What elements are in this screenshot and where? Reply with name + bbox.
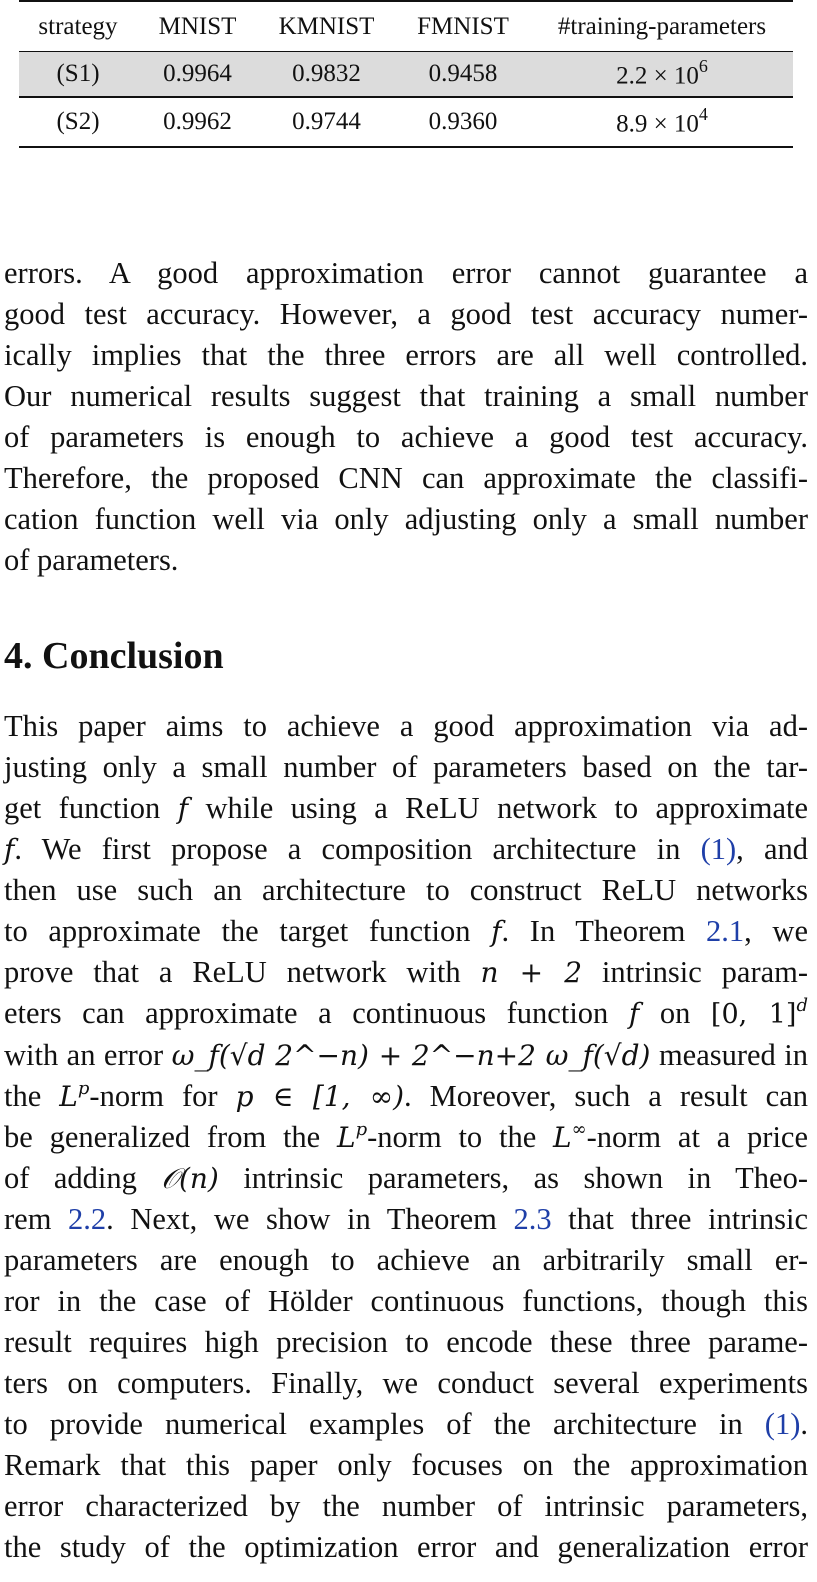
math-f: f <box>177 792 189 825</box>
theorem-ref-link[interactable]: 2.2 <box>68 1202 107 1236</box>
text-line <box>4 1158 808 1199</box>
text-line <box>4 1035 808 1076</box>
paragraph-results <box>4 253 808 581</box>
cell-strategy: (S1) <box>19 52 137 98</box>
math-error-bound: ω_f(√d 2^−n) + 2^−n+2 ω_f(√d) <box>171 1039 651 1072</box>
text-line: parameters are enough to achieve an arbitrarily small er- <box>4 1243 808 1277</box>
table-row <box>19 52 793 98</box>
text-line: ror in the case of Hölder continuous functions, though this <box>4 1284 808 1318</box>
text-run: rem <box>4 1202 69 1236</box>
text-line <box>4 1117 808 1158</box>
text-run: get function <box>4 791 178 825</box>
table-header-row <box>19 1 793 52</box>
text-line: Therefore, the proposed CNN can approximate the classifi- <box>4 461 808 495</box>
text-run: that three intrinsic <box>551 1202 808 1236</box>
header-kmnist: KMNIST <box>258 1 395 52</box>
math-big-o: 𝒪(n) <box>161 1162 219 1195</box>
math-f: f <box>491 915 502 948</box>
cell-params <box>531 97 793 147</box>
text-line <box>4 952 808 993</box>
header-training-parameters: #training-parameters <box>531 1 793 52</box>
text-line <box>4 1076 808 1117</box>
math-L: L <box>337 1121 356 1154</box>
table-row <box>19 97 793 147</box>
text-run: . <box>800 1407 808 1441</box>
header-fmnist: FMNIST <box>395 1 531 52</box>
params-exponent: 4 <box>698 103 708 124</box>
text-run: , we <box>744 914 808 948</box>
text-run: -norm to the <box>367 1120 554 1154</box>
text-line: ically implies that the three errors are all well controlled. <box>4 338 808 372</box>
math-superscript: p <box>77 1078 90 1099</box>
text-run: eters can approximate a continuous function <box>4 996 629 1030</box>
text-line: errors. A good approximation error cannot guarantee a <box>4 256 808 290</box>
text-run: to provide numerical examples of the architecture in <box>4 1407 765 1441</box>
results-table <box>19 0 793 148</box>
text-line: ters on computers. Finally, we conduct several experiments <box>4 1366 808 1400</box>
theorem-ref-link[interactable]: 2.1 <box>706 914 745 948</box>
text-line: This paper aims to achieve a good approximation via ad- <box>4 709 808 743</box>
params-exponent: 6 <box>698 55 708 76</box>
cell-kmnist: 0.9744 <box>258 97 395 147</box>
text-run: of adding <box>4 1161 162 1195</box>
math-superscript: d <box>796 995 809 1016</box>
cell-fmnist: 0.9458 <box>395 52 531 98</box>
text-line: of parameters. <box>4 543 179 577</box>
text-line: of parameters is enough to achieve a good test accuracy. <box>4 420 808 454</box>
text-line: Our numerical results suggest that training a small number <box>4 379 808 413</box>
text-run: . Next, we show in Theorem <box>106 1202 514 1236</box>
text-run: while using a ReLU network to approximate <box>188 791 809 825</box>
cell-params <box>531 52 793 98</box>
text-run: . Moreover, such a result can <box>404 1079 808 1113</box>
text-line: Remark that this paper only focuses on the approximation <box>4 1448 808 1482</box>
text-line <box>4 829 808 870</box>
math-L: L <box>59 1080 78 1113</box>
text-run: measured in <box>650 1038 808 1072</box>
text-run: be generalized from the <box>4 1120 338 1154</box>
cell-mnist: 0.9964 <box>137 52 258 98</box>
cell-fmnist: 0.9360 <box>395 97 531 147</box>
text-line: justing only a small number of parameters based on the tar- <box>4 750 808 784</box>
text-line: the study of the optimization error and generalization error <box>4 1530 808 1564</box>
text-line <box>4 788 808 829</box>
text-line <box>4 911 808 952</box>
text-line: then use such an architecture to construct ReLU networks <box>4 873 808 907</box>
text-run: the <box>4 1079 60 1113</box>
text-line <box>4 1199 808 1240</box>
math-f: f <box>628 997 640 1030</box>
text-run: -norm at a price <box>586 1120 808 1154</box>
text-run: -norm for <box>89 1079 236 1113</box>
math-n-plus-2: n + 2 <box>480 956 583 989</box>
text-run: intrinsic param- <box>582 955 809 989</box>
section-heading: 4. Conclusion <box>4 635 224 677</box>
cell-kmnist: 0.9832 <box>258 52 395 98</box>
math-superscript: ∞ <box>571 1119 587 1140</box>
math-f: f <box>4 833 15 866</box>
text-run: intrinsic parameters, as shown in Theo- <box>218 1161 808 1195</box>
text-run: prove that a ReLU network with <box>4 955 481 989</box>
text-line: result requires high precision to encode these three parame- <box>4 1325 808 1359</box>
text-line <box>4 993 808 1035</box>
text-run: to approximate the target function <box>4 914 492 948</box>
text-run: . In Theorem <box>501 914 707 948</box>
math-L: L <box>553 1121 572 1154</box>
cell-strategy: (S2) <box>19 97 137 147</box>
text-line <box>4 1404 808 1445</box>
text-line: good test accuracy. However, a good test accuracy numer- <box>4 297 808 331</box>
math-p-range: p ∈ [1, ∞) <box>235 1080 405 1113</box>
theorem-ref-link[interactable]: 2.3 <box>513 1202 552 1236</box>
text-run: on <box>639 996 711 1030</box>
math-superscript: p <box>355 1119 368 1140</box>
text-run: . We first propose a composition architecture in <box>14 832 701 866</box>
header-strategy: strategy <box>19 1 137 52</box>
paragraph-conclusion <box>4 706 808 1568</box>
text-line: cation function well via only adjusting only a small number <box>4 502 808 536</box>
text-line: error characterized by the number of intrinsic parameters, <box>4 1489 808 1523</box>
equation-ref-link[interactable]: (1) <box>700 832 737 866</box>
text-run: , and <box>736 832 808 866</box>
params-base: 8.9 × 10 <box>616 110 699 138</box>
text-run: with an error <box>4 1038 172 1072</box>
cell-mnist: 0.9962 <box>137 97 258 147</box>
header-mnist: MNIST <box>137 1 258 52</box>
math-unit-cube: [0, 1] <box>710 999 797 1030</box>
equation-ref-link[interactable]: (1) <box>764 1407 801 1441</box>
params-base: 2.2 × 10 <box>616 62 699 90</box>
